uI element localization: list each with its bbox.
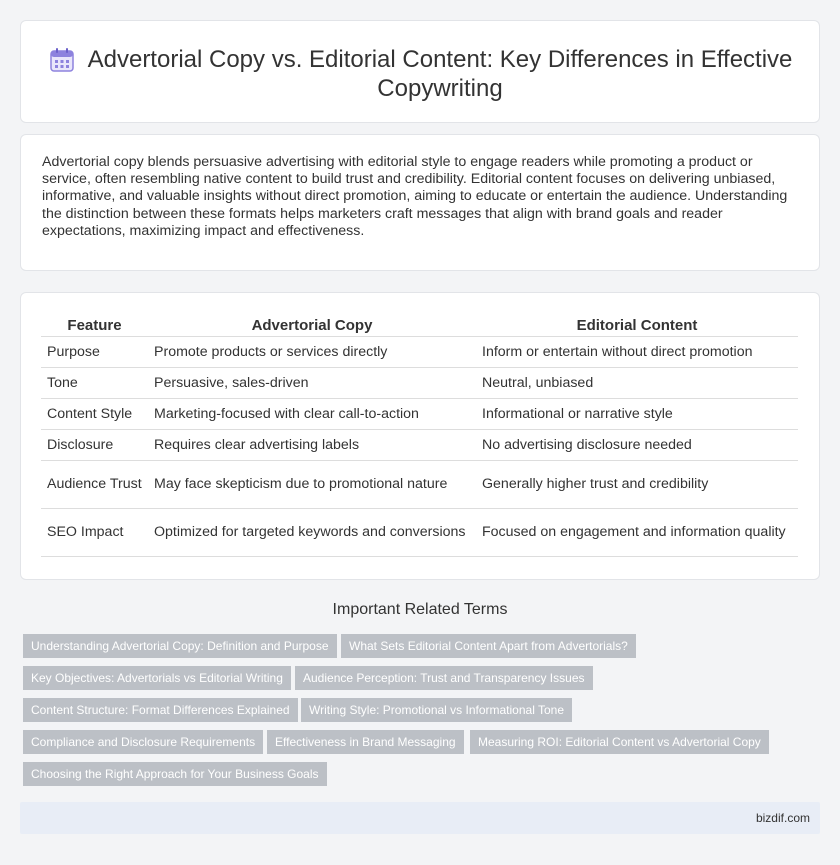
table-row xyxy=(41,460,798,508)
table-row xyxy=(41,429,798,460)
related-terms-title: Important Related Terms xyxy=(332,601,508,618)
related-term-tag[interactable]: Understanding Advertorial Copy: Definition and Purpose xyxy=(23,634,337,658)
column-header: Editorial Content xyxy=(476,315,798,336)
related-term-tag[interactable]: Key Objectives: Advertorials vs Editorial Writing xyxy=(23,666,291,690)
related-term-tag[interactable]: Effectiveness in Brand Messaging xyxy=(267,730,464,754)
table-cell: Audience Trust xyxy=(41,460,148,508)
table-cell: No advertising disclosure needed xyxy=(476,429,798,460)
table-cell: Content Style xyxy=(41,398,148,429)
table-cell: SEO Impact xyxy=(41,508,148,556)
site-name[interactable]: bizdif.com xyxy=(755,811,810,825)
intro-text: Advertorial copy blends persuasive advertising with editorial style to engage readers while promoting a product or service, often resembling native content to build trust and credibility. Editorial content focuses on delivering unbiased, informative, and valuable insights without direct promotion, aiming to educate or entertain the audience. Understanding the distinction between these formats helps marketers craft messages that align with brand goals and reader expectations, maximizing impact and effectiveness. xyxy=(42,154,788,239)
related-term-tag[interactable]: Audience Perception: Trust and Transparency Issues xyxy=(295,666,593,690)
column-header: Feature xyxy=(41,315,148,336)
comparison-table xyxy=(41,315,798,557)
table-row xyxy=(41,398,798,429)
related-term-tag[interactable]: What Sets Editorial Content Apart from Advertorials? xyxy=(341,634,636,658)
table-cell: Focused on engagement and information quality xyxy=(476,508,798,556)
comparison-table-card xyxy=(20,292,820,580)
table-cell: Promote products or services directly xyxy=(148,336,476,367)
footer xyxy=(20,802,820,834)
table-cell: Marketing-focused with clear call-to-action xyxy=(148,398,476,429)
table-cell: May face skepticism due to promotional nature xyxy=(148,460,476,508)
table-row xyxy=(41,508,798,556)
table-cell: Persuasive, sales-driven xyxy=(148,367,476,398)
related-term-tag[interactable]: Choosing the Right Approach for Your Business Goals xyxy=(23,762,327,786)
column-header: Advertorial Copy xyxy=(148,315,476,336)
intro-card xyxy=(20,134,820,271)
table-cell: Requires clear advertising labels xyxy=(148,429,476,460)
related-term-tag[interactable]: Writing Style: Promotional vs Informational Tone xyxy=(301,698,572,722)
related-term-tag[interactable]: Compliance and Disclosure Requirements xyxy=(23,730,263,754)
table-row xyxy=(41,336,798,367)
related-term-tag[interactable]: Measuring ROI: Editorial Content vs Advertorial Copy xyxy=(470,730,769,754)
table-row xyxy=(41,367,798,398)
table-cell: Optimized for targeted keywords and conversions xyxy=(148,508,476,556)
table-header-row xyxy=(41,315,798,336)
table-cell: Disclosure xyxy=(41,429,148,460)
table-cell: Tone xyxy=(41,367,148,398)
table-cell: Purpose xyxy=(41,336,148,367)
page-title: Advertorial Copy vs. Editorial Content: Key Differences in Effective Copywriting xyxy=(87,46,793,102)
table-cell: Informational or narrative style xyxy=(476,398,798,429)
related-term-tag[interactable]: Content Structure: Format Differences Explained xyxy=(23,698,298,722)
header-card xyxy=(20,20,820,123)
table-cell: Generally higher trust and credibility xyxy=(476,460,798,508)
table-cell: Inform or entertain without direct promotion xyxy=(476,336,798,367)
table-cell: Neutral, unbiased xyxy=(476,367,798,398)
